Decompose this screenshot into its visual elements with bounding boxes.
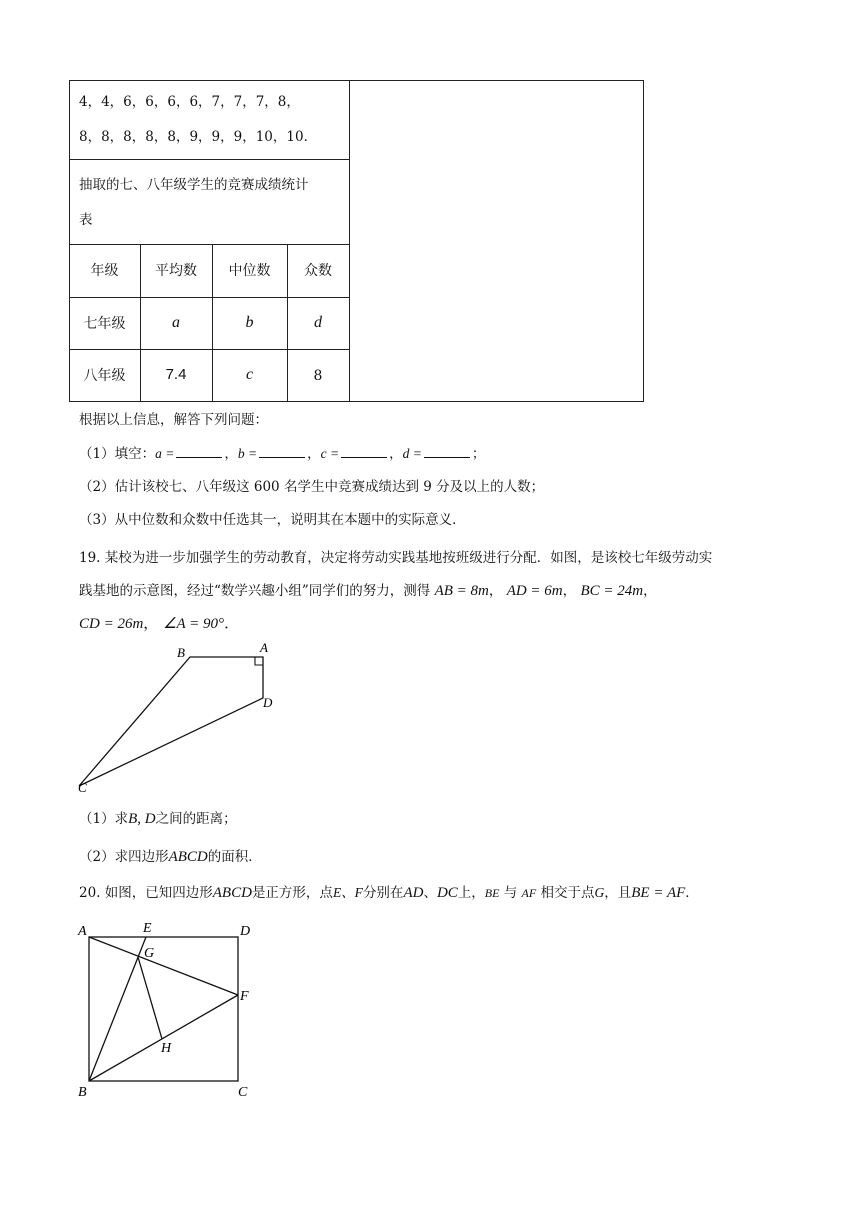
- blank-b-label: b =: [237, 446, 258, 461]
- q20-be-eq-af: BE = AF: [631, 885, 686, 901]
- q18-part3: （3）从中位数和众数中任选其一，说明其在本题中的实际意义．: [79, 512, 466, 528]
- separator: ，: [389, 446, 403, 462]
- q20-dc: DC: [436, 885, 458, 901]
- segment-af: [89, 937, 238, 995]
- end-mark: ；: [471, 446, 486, 462]
- q18-part2: （2）估计该校七、八年级这 600 名学生中竞赛成绩达到 9 分及以上的人数；: [79, 479, 545, 495]
- label-e: E: [143, 921, 152, 936]
- grade8-scores-line2: 8，8，8，8，8，9，9，9，10，10．: [79, 129, 318, 145]
- q20-text: 是正方形，点: [251, 885, 333, 901]
- grade8-scores-line1: 4，4，6，6，6，6，7，7，7，8，: [79, 94, 300, 110]
- end-mark: ．: [685, 885, 699, 901]
- q20-be: BE: [484, 886, 500, 900]
- row-grade7-mean: a: [172, 314, 180, 331]
- q19-quadrilateral: [79, 657, 263, 786]
- label-b: B: [78, 1085, 87, 1100]
- table-divider: [69, 349, 350, 350]
- q19-sub2-var: ABCD: [168, 849, 208, 865]
- table-caption-line1: 抽取的七、八年级学生的竞赛成绩统计: [79, 177, 309, 193]
- label-a: A: [78, 924, 87, 939]
- row-grade7-median: b: [245, 314, 254, 331]
- q20-g: G: [594, 885, 605, 900]
- header-mode: 众数: [304, 263, 332, 279]
- table-caption-line2: 表: [79, 212, 93, 228]
- q20-abcd: ABCD: [212, 885, 252, 901]
- q20-text: 、: [423, 885, 437, 901]
- blank-a[interactable]: [176, 443, 222, 458]
- q19-angle: ∠A = 90°: [163, 616, 225, 632]
- q19-cd: CD = 26m: [79, 616, 144, 632]
- label-a: A: [260, 640, 268, 655]
- separator: ，: [307, 446, 321, 462]
- separator: ，: [488, 583, 503, 599]
- q20-af: AF: [521, 886, 537, 900]
- blank-c-label: c =: [320, 446, 340, 461]
- blank-c[interactable]: [341, 443, 387, 458]
- q19-ad: AD = 6m: [506, 583, 563, 599]
- segment-bf: [89, 995, 238, 1081]
- q19-line1: 19. 某校为进一步加强学生的劳动教育，决定将劳动实践基地按班级进行分配．如图，是该校七年级劳动实: [79, 550, 713, 566]
- separator: ，: [143, 614, 159, 632]
- blank-a-label: a =: [155, 446, 175, 461]
- separator: ，: [562, 583, 577, 599]
- row-grade8-mean: 7.4: [165, 366, 187, 383]
- row-grade8-mode: 8: [313, 368, 323, 384]
- table-right-panel-divider: [349, 80, 350, 402]
- q19-sub2-suffix: 的面积．: [207, 849, 262, 865]
- q19-sub2-prefix: （2）求四边形: [79, 849, 169, 865]
- label-b: B: [177, 645, 185, 660]
- row-grade8-label: 八年级: [83, 368, 126, 384]
- q20-text: 相交于点: [540, 885, 595, 901]
- label-g: G: [144, 946, 155, 961]
- label-d: D: [263, 695, 273, 710]
- header-median: 中位数: [228, 263, 271, 279]
- blank-d[interactable]: [424, 443, 470, 458]
- q20-figure: [72, 918, 272, 1103]
- q20-text: 分别在: [362, 885, 404, 901]
- q19-sub1-suffix: 之间的距离；: [155, 811, 237, 827]
- q20-text: 20. 如图，已知四边形: [79, 885, 213, 901]
- table-divider: [69, 244, 350, 245]
- header-mean: 平均数: [155, 263, 197, 279]
- right-angle-mark: [255, 657, 263, 665]
- segment-gh: [138, 957, 162, 1039]
- label-d: D: [240, 924, 251, 939]
- q19-sub1: [79, 809, 237, 829]
- segment-be: [89, 937, 146, 1081]
- q19-sub2: [79, 847, 262, 867]
- label-c: C: [238, 1085, 248, 1100]
- q18-part1-prefix: （1）填空：: [79, 446, 156, 462]
- q20-statement: [79, 883, 699, 903]
- q19-line3: [79, 613, 239, 634]
- q20-ad: AD: [403, 885, 424, 901]
- table-divider: [69, 159, 350, 160]
- q18-intro: 根据以上信息，解答下列问题：: [79, 412, 268, 428]
- q18-part1: [79, 443, 485, 464]
- end-mark: ．: [224, 614, 240, 632]
- q20-text: 上，: [457, 885, 485, 901]
- header-grade: 年级: [90, 263, 119, 279]
- label-f: F: [240, 989, 249, 1004]
- q19-sub1-var: B, D: [128, 811, 156, 827]
- q19-bc: BC = 24m: [580, 583, 644, 599]
- separator: ，: [224, 446, 238, 462]
- row-grade7-mode: d: [314, 314, 322, 331]
- square-abcd: [89, 937, 238, 1081]
- q19-line2-text: 践基地的示意图，经过“数学兴趣小组”同学们的努力，测得: [79, 583, 431, 599]
- q19-ab: AB = 8m: [434, 583, 489, 599]
- label-c: C: [78, 780, 87, 795]
- blank-b[interactable]: [259, 443, 305, 458]
- separator: ，: [643, 583, 657, 599]
- q20-text: ，且: [604, 885, 632, 901]
- label-h: H: [161, 1041, 172, 1056]
- row-grade7-label: 七年级: [83, 316, 126, 332]
- q19-sub1-prefix: （1）求: [79, 811, 129, 827]
- blank-d-label: d =: [402, 446, 422, 461]
- table-divider: [69, 297, 350, 298]
- q19-figure: [70, 636, 290, 796]
- q19-line2: [79, 581, 657, 601]
- q20-text: 与: [503, 885, 518, 901]
- row-grade8-median: c: [245, 366, 254, 383]
- q20-ef: E、F: [332, 885, 363, 900]
